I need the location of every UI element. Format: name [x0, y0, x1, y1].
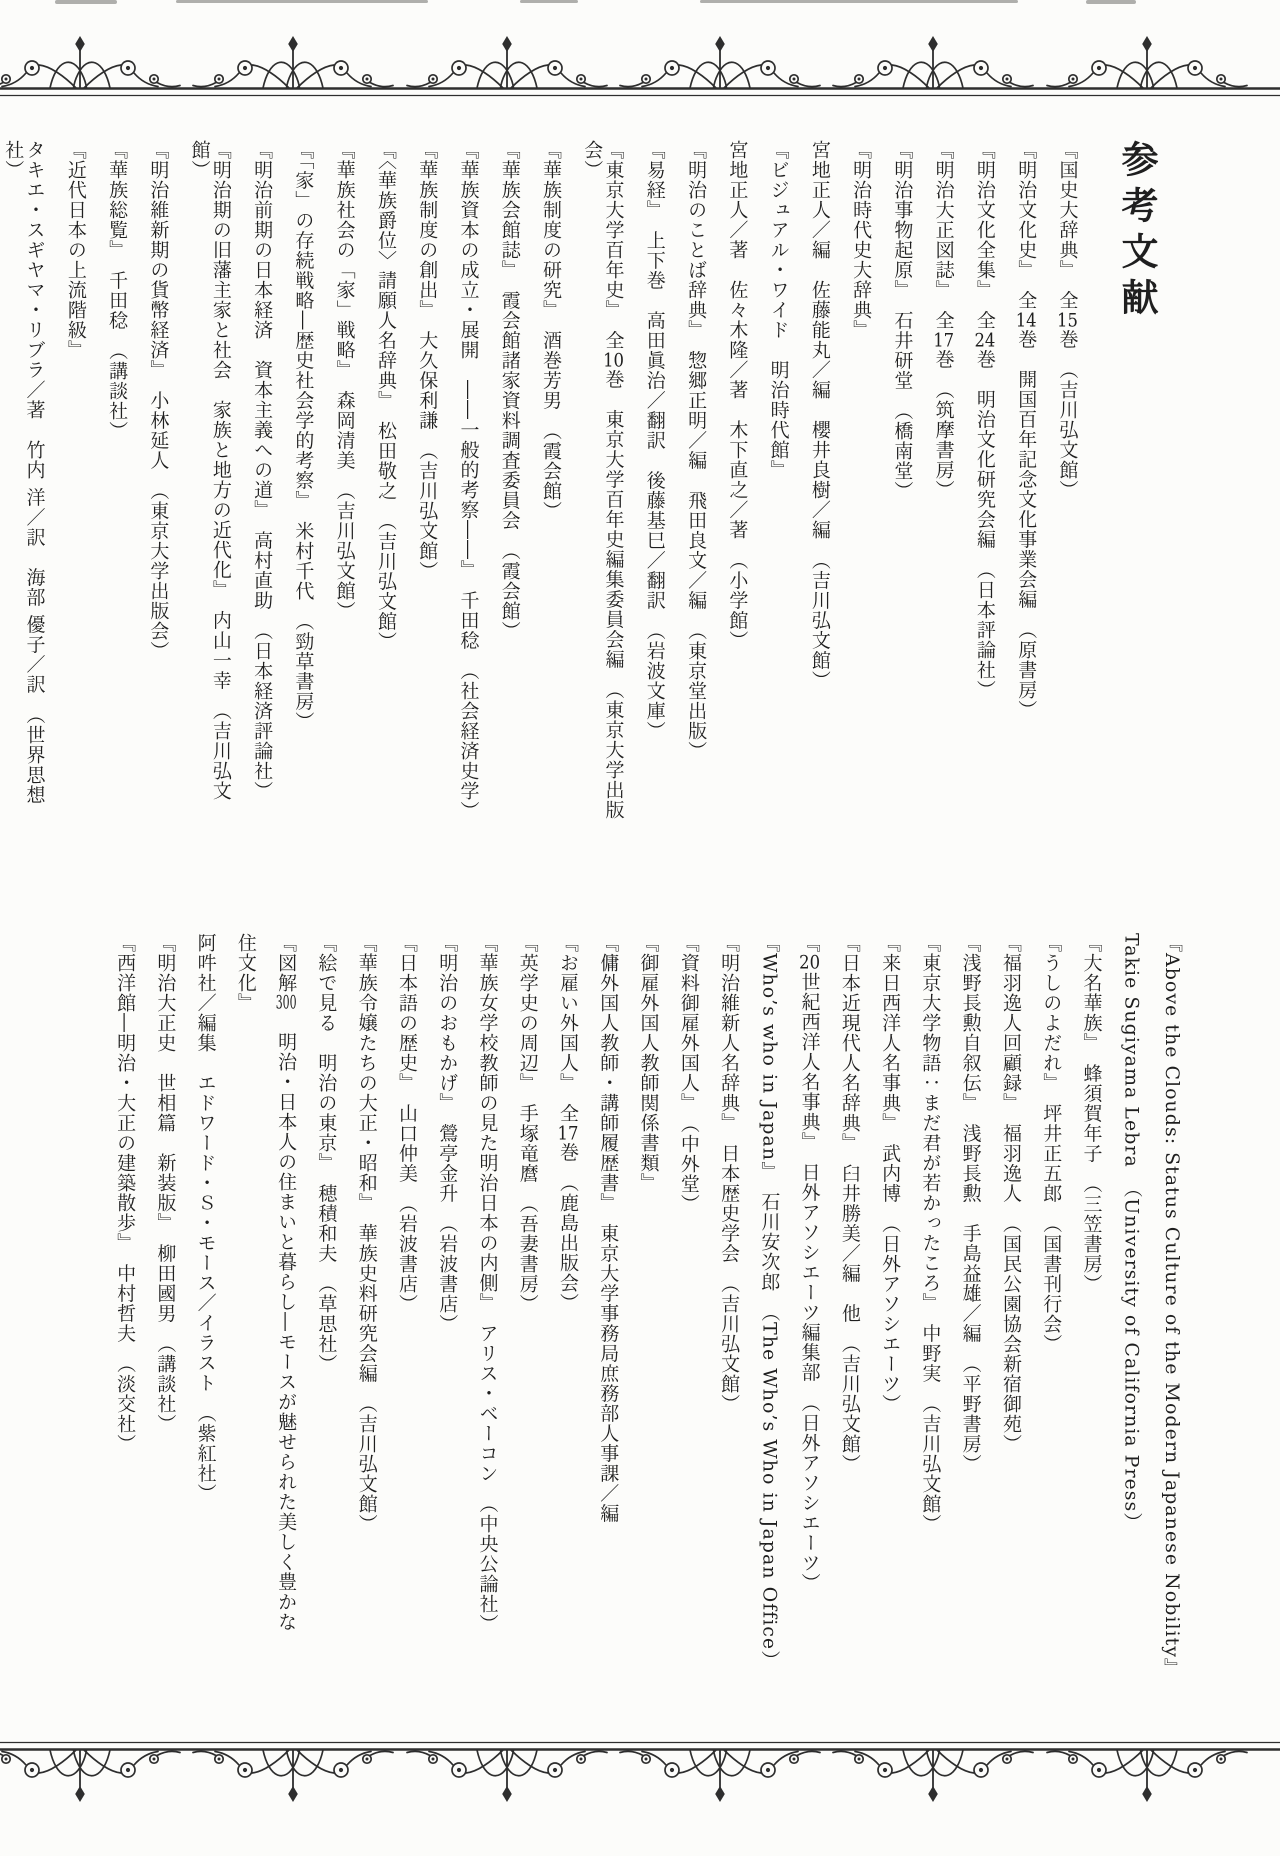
bibliography-entry: 『華族令嬢たちの大正・昭和』 華族史料研究会編 （吉川弘文館）: [355, 933, 378, 1534]
bibliography-entry: 『お雇い外国人』 全17巻 （鹿島出版会）: [557, 933, 580, 1313]
bibliography-entry: 『うしのよだれ』 坪井正五郎 （国書刊行会）: [1040, 933, 1063, 1354]
bibliography-entry: 阿吽社／編集 エドワード・Ｓ・モース／イラスト （紫紅社）: [194, 933, 217, 1504]
bibliography-entry: 『明治前期の日本経済 資本主義への道』 高村直助 （日本経済評論社）: [251, 140, 274, 801]
bibliography-entry: 『福羽逸人回顧録』 福羽逸人 （国民公園協会新宿御苑）: [999, 933, 1022, 1454]
bibliography-entry: 『華族女学校教師の見た明治日本の内側』 アリス・ベーコン （中央公論社）: [476, 933, 499, 1634]
bibliography-entry: 『華族総覧』 千田稔 （講談社）: [106, 140, 129, 441]
bibliography-entry: 『近代日本の上流階級』: [64, 140, 87, 360]
bibliography-entry: 『明治のおもかげ』 鶯亭金升 （岩波書店）: [436, 933, 459, 1334]
ornamental-border-top: [0, 26, 1280, 106]
bibliography-entry: 『20世紀西洋人名事典』 日外アソシエーツ編集部 （日外アソシエーツ）: [798, 933, 821, 1593]
bibliography-entry: 宮地正人／編 佐藤能丸／編 櫻井良樹／編 （吉川弘文館）: [808, 140, 831, 691]
bibliography-entry: 『明治維新期の貨幣経済』 小林延人 （東京大学出版会）: [147, 140, 170, 661]
bibliography-entry: 『ビジュアル・ワイド 明治時代館』: [767, 140, 790, 480]
bibliography-entry: 『易経』 上下巻 高田眞治／翻訳 後藤基巳／翻訳 （岩波文庫）: [643, 140, 666, 741]
bibliography-entry: 『西洋館―明治・大正の建築散歩』 中村哲夫 （淡交社）: [114, 933, 137, 1454]
bibliography-section-lower: [95, 933, 1182, 1715]
bibliography-entry: 『華族資本の成立・展開 ――一般的考察――』 千田稔 （社会経済史学）: [457, 140, 480, 821]
bibliography-entry: 『明治文化史』 全14巻 開国百年記念文化事業会編 （原書房）: [1015, 140, 1038, 720]
bibliography-entry: 『傭外国人教師・講師履歴書』 東京大学事務局庶務部人事課／編: [597, 933, 620, 1524]
scan-artifact: [176, 0, 428, 3]
bibliography-entry: 『華族会館誌』 霞会館諸家資料調査委員会 （霞会館）: [498, 140, 521, 641]
scan-artifact: [700, 0, 1018, 3]
bibliography-entry: 『資料御雇外国人』 （中外堂）: [677, 933, 700, 1214]
bibliography-entry: 『図解300 明治・日本人の住まいと暮らし―モースが魅せられた美しく豊かな: [275, 933, 298, 1632]
page-title: 参考文献: [1115, 140, 1159, 324]
bibliography-entry: 『明治事物起原』 石井研堂 （橋南堂）: [891, 140, 914, 501]
scan-artifact: [55, 0, 117, 4]
bibliography-entry: Takie Sugiyama Lebra （University of California Press）: [1120, 933, 1143, 1533]
bibliography-entry: 『絵で見る 明治の東京』 穂積和夫 （草思社）: [315, 933, 338, 1374]
bibliography-entry: 『浅野長勲自叙伝』 浅野長勲 手島益雄／編 （平野書房）: [959, 933, 982, 1474]
bibliography-entry: タキエ・スギヤマ・リブラ／著 竹内 洋／訳 海部 優子／訳 （世界思想社）: [2, 140, 46, 805]
bibliography-entry: 『明治文化全集』 全24巻 明治文化研究会編 （日本評論社）: [973, 140, 996, 700]
bibliography-entry: 『華族制度の創出』 大久保利謙 （吉川弘文館）: [416, 140, 439, 581]
bibliography-entry: 『御雇外国人教師関係書類』: [637, 933, 660, 1193]
bibliography-entry: 『英学史の周辺』 手塚竜麿 （吾妻書房）: [516, 933, 539, 1314]
bibliography-entry: 『東京大学物語：まだ君が若かったころ』 中野実 （吉川弘文館）: [919, 933, 942, 1534]
bibliography-section-upper: [0, 140, 1194, 830]
bibliography-entry: 『〈華族爵位〉請願人名辞典』 松田敬之 （吉川弘文館）: [374, 140, 397, 652]
bibliography-entry: 『明治大正史 世相篇 新装版』 柳田國男 （講談社）: [154, 933, 177, 1434]
ornamental-border-bottom: [0, 1732, 1280, 1812]
bibliography-entry: 『日本語の歴史』 山口仲美 （岩波書店）: [395, 933, 418, 1314]
bibliography-entry: 宮地正人／著 佐々木隆／著 木下直之／著 （小学館）: [726, 140, 749, 651]
scan-artifact: [1086, 0, 1136, 4]
bibliography-entry: 『来日西洋人名事典』 武内博 （日外アソシエーツ）: [879, 933, 902, 1414]
bibliography-entry: 『明治維新人名辞典』 日本歴史学会 （吉川弘文館）: [718, 933, 741, 1414]
bibliography-entry: 『国史大辞典』 全15巻 （吉川弘文館）: [1056, 140, 1079, 500]
bibliography-entry: 住文化』: [234, 933, 257, 1013]
bibliography-entry: 『明治大正図誌』 全17巻 （筑摩書房）: [932, 140, 955, 500]
bibliography-entry: 『東京大学百年史』 全10巻 東京大学百年史編集委員会編 （東京大学出版会）: [581, 140, 625, 820]
bibliography-entry: 『華族制度の研究』 酒巻芳男 （霞会館）: [540, 140, 562, 521]
bibliography-entry: 『明治時代史大辞典』: [850, 140, 873, 340]
bibliography-entry: 『大名華族』 蜂須賀年子 （三笠書房）: [1080, 933, 1103, 1294]
scan-artifact: [520, 0, 578, 3]
bibliography-entry: 『「家」の存続戦略―歴史社会学的考察』 米村千代 （勁草書房）: [292, 140, 315, 732]
bibliography-entry: 『Who’s who in Japan』 石川安次郎 （The Who’s Who in Japan Office）: [758, 933, 781, 1671]
bibliography-entry: 『Above the Clouds: Status Culture of the Modern Japanese Nobility』: [1161, 933, 1183, 1678]
bibliography-entry: 『明治のことば辞典』 惣郷正明／編 飛田良文／編 （東京堂出版）: [685, 140, 708, 761]
bibliography-entry: 『日本近現代人名辞典』 臼井勝美／編 他 （吉川弘文館）: [838, 933, 861, 1474]
bibliography-entry: 『明治期の旧藩主家と社会 家族と地方の近代化』 内山一幸 （吉川弘文館）: [188, 140, 232, 801]
bibliography-entry: 『華族社会の「家」戦略』 森岡清美 （吉川弘文館）: [333, 140, 356, 621]
